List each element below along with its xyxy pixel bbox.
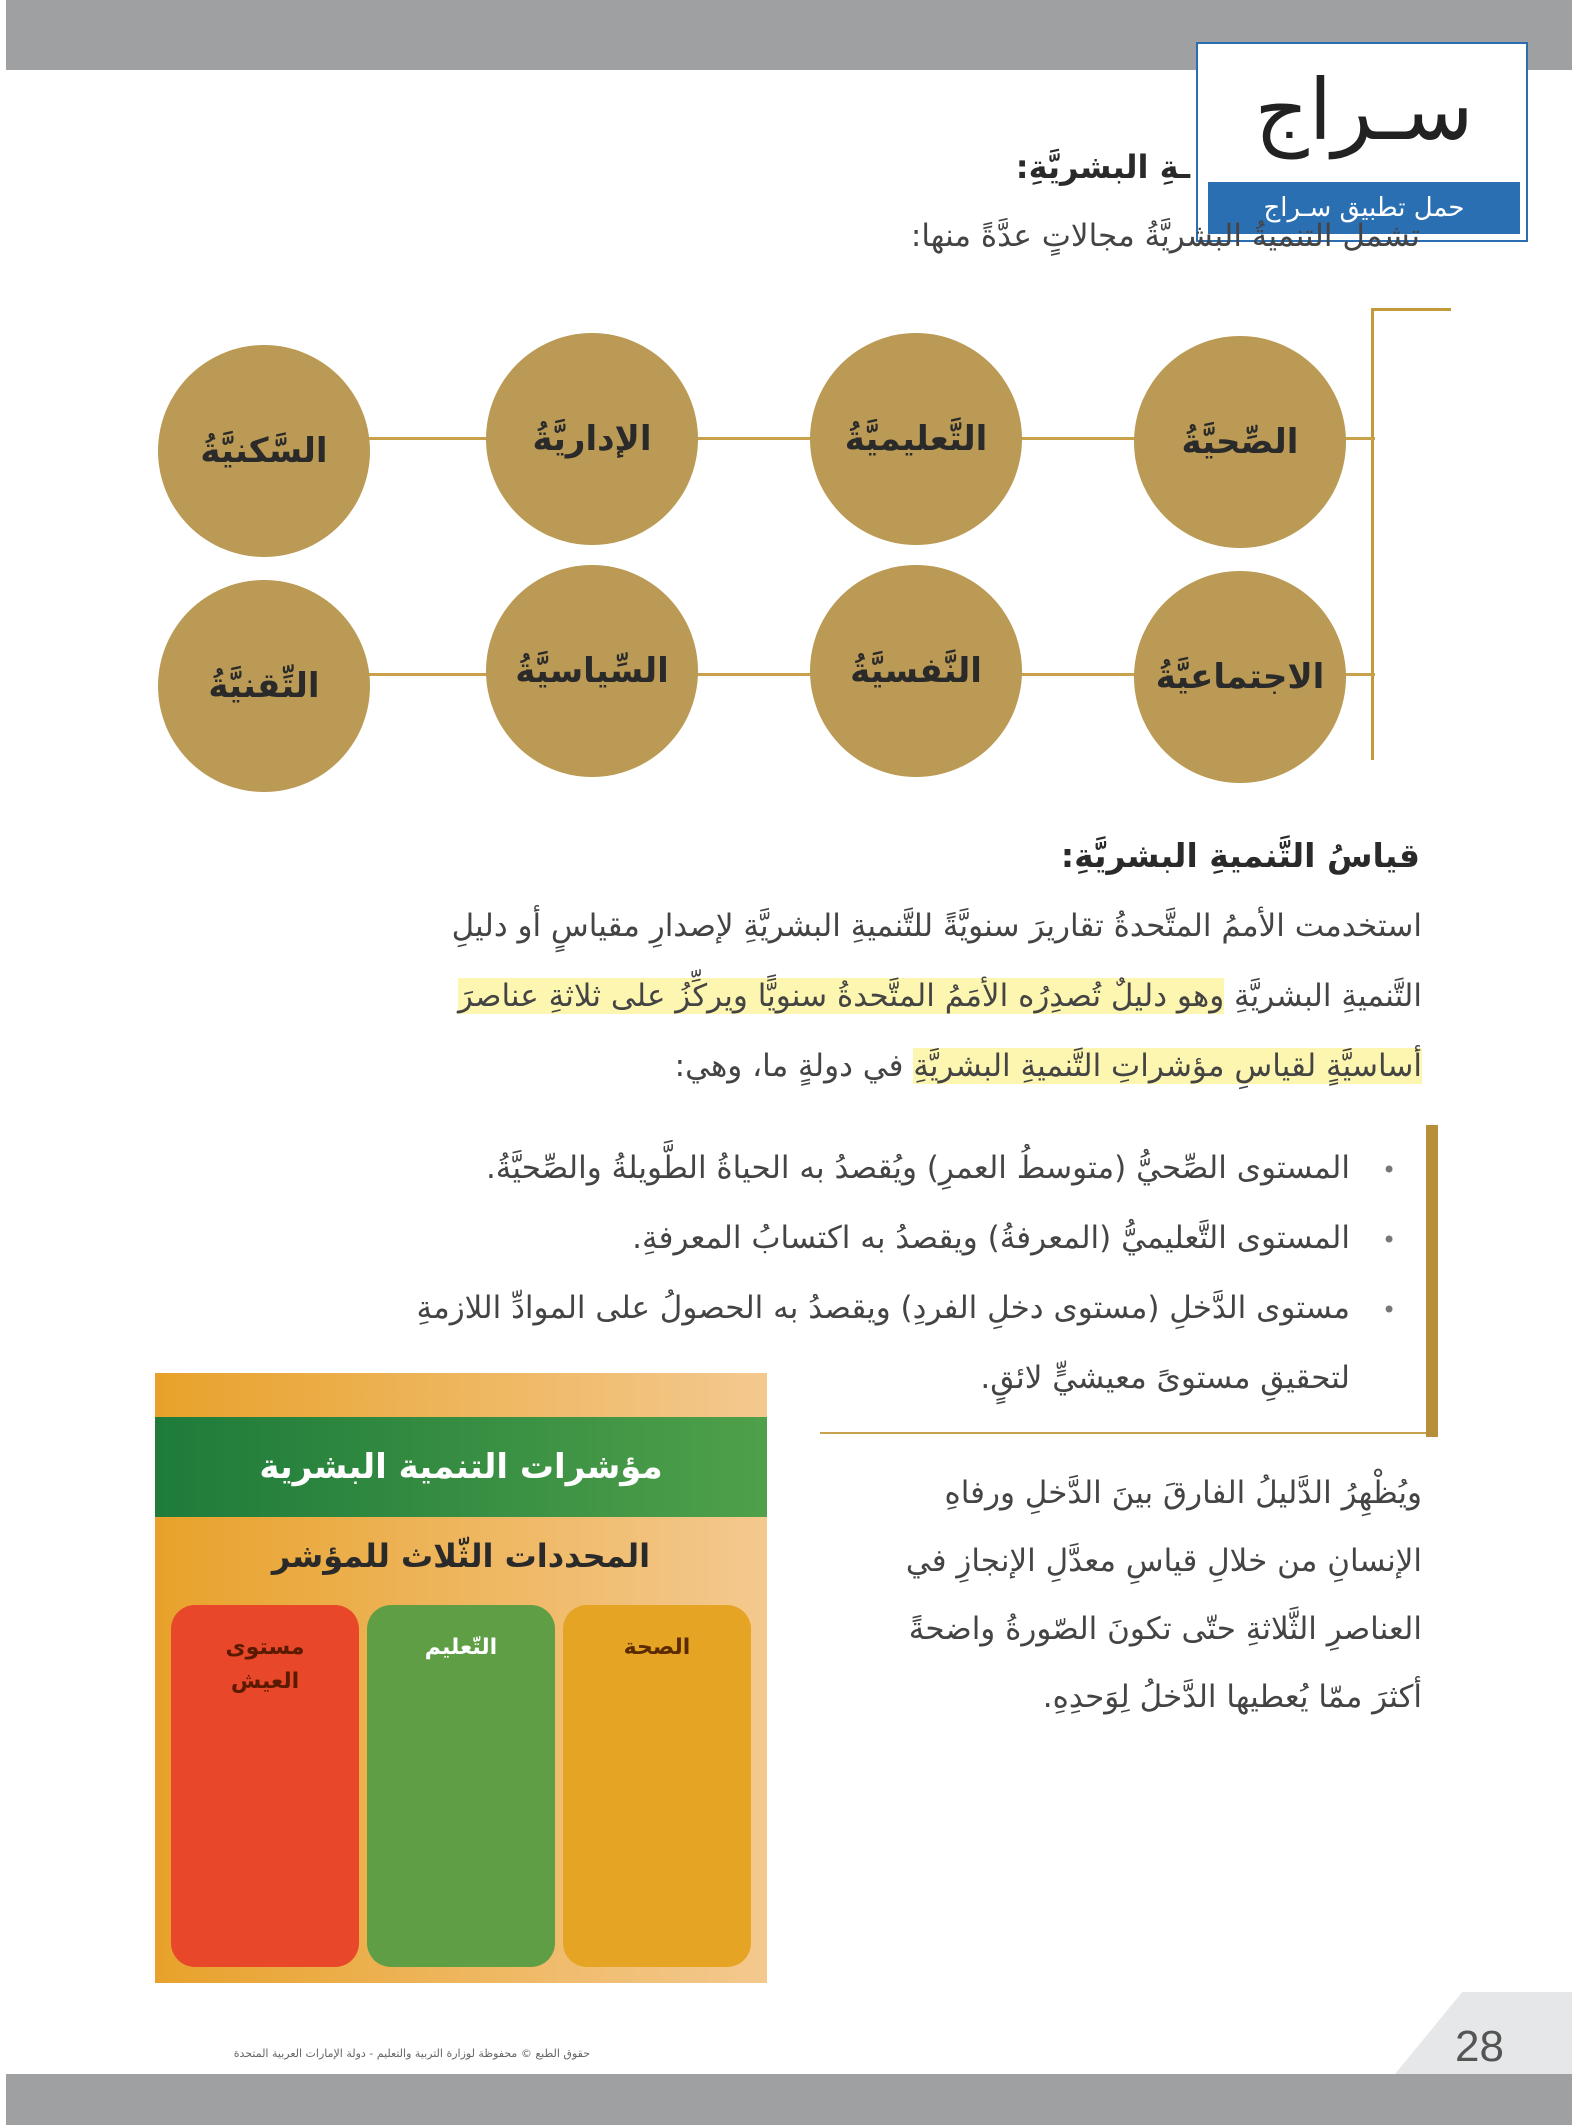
section-intro: تشمل التنميةُ البشريَّةُ مجالاتٍ عدَّةً منها: — [910, 218, 1420, 254]
measurement-paragraph-line-3 — [178, 1048, 1422, 1084]
copyright-footer: حقوق الطبع © محفوظة لوزارة التربية والتعليم - دولة الإمارات العربية المتحدة — [233, 2047, 590, 2060]
bullet-icon: • — [1382, 1156, 1397, 1184]
measurement-paragraph-line-2 — [178, 978, 1422, 1014]
field-circle-technical: التِّقنيَّةُ — [158, 580, 370, 792]
explanation-line-4: أكثرَ ممّا يُعطيها الدَّخلُ لِوَحدِهِ. — [1042, 1679, 1422, 1715]
field-circle-political: السِّياسيَّةُ — [486, 565, 698, 777]
field-circle-psychological: النَّفسيَّةُ — [810, 565, 1022, 777]
field-circle-health: الصِّحيَّةُ — [1134, 336, 1346, 548]
highlighted-text: وهو دليلٌ تُصدِرُه الأمَمُ المتَّحدةُ سنويًّا ويركِّزُ على ثلاثةِ عناصرَ — [458, 978, 1225, 1014]
siraj-app-logo[interactable] — [1196, 42, 1528, 242]
hdi-infographic — [155, 1373, 767, 1983]
list-item: المستوى الصِّحيُّ (متوسطُ العمرِ) ويُقصدُ به الحياةُ الطَّويلةُ والصِّحيَّةُ. — [485, 1150, 1350, 1186]
section-heading-measurement: قياسُ التَّنميةِ البشريَّةِ: — [1060, 836, 1420, 875]
infographic-title: مؤشرات التنمية البشرية — [155, 1417, 767, 1517]
field-circle-housing: السَّكنيَّةُ — [158, 345, 370, 557]
list-accent-bar — [1426, 1125, 1438, 1437]
highlighted-text: أساسيَّةٍ لقياسِ مؤشراتِ التَّنميةِ البشريَّةِ — [913, 1048, 1422, 1084]
list-item: المستوى التَّعليميُّ (المعرفةُ) ويقصدُ به اكتسابُ المعرفةِ. — [632, 1220, 1350, 1256]
bottom-bar — [6, 2074, 1572, 2125]
indicator-column-health: الصحة — [563, 1605, 751, 1967]
indicator-column-living-standard: مستوى العيش — [171, 1605, 359, 1967]
field-circle-social: الاجتماعيَّةُ — [1134, 571, 1346, 783]
list-bottom-rule — [820, 1432, 1426, 1434]
explanation-line-3: العناصرِ الثَّلاثةِ حتّى تكونَ الصّورةُ واضحةً — [908, 1611, 1422, 1647]
section-heading-fields: ـةِ البشريَّةِ: — [1015, 148, 1190, 186]
measurement-paragraph-line-1: استخدمت الأممُ المتَّحدةُ تقاريرَ سنويَّةً للتَّنميةِ البشريَّةِ لإصدارِ مقياسٍ أو دليلِ — [451, 908, 1422, 944]
logo-download-tagline[interactable]: حمل تطبيق سـراج — [1208, 182, 1520, 234]
list-item: مستوى الدَّخلِ (مستوى دخلِ الفردِ) ويقصدُ به الحصولُ على الموادِّ اللازمةِ — [416, 1290, 1350, 1326]
infographic-subtitle: المحددات الثّلاث للمؤشر — [271, 1537, 651, 1575]
explanation-line-2: الإنسانِ من خلالِ قياسِ معدَّلِ الإنجازِ في — [905, 1543, 1422, 1579]
logo-wordmark: سـراج — [1254, 61, 1474, 159]
explanation-line-1: ويُظْهِرُ الدَّليلُ الفارقَ بينَ الدَّخلِ ورفاهِ — [944, 1475, 1422, 1511]
page-number: 28 — [1455, 2022, 1504, 2071]
bullet-icon: • — [1382, 1226, 1397, 1254]
field-circle-education: التَّعليميَّةُ — [810, 333, 1022, 545]
diagram-bracket — [1371, 308, 1374, 760]
paragraph-text: التَّنميةِ البشريَّةِ — [1224, 978, 1422, 1014]
bullet-icon: • — [1382, 1296, 1397, 1324]
diagram-bracket-top — [1371, 308, 1451, 311]
list-item-continuation: لتحقيقِ مستوىً معيشيٍّ لائقٍ. — [980, 1360, 1350, 1396]
indicator-column-education: التّعليم — [367, 1605, 555, 1967]
paragraph-text: في دولةٍ ما، وهي: — [674, 1048, 914, 1084]
field-circle-administrative: الإداريَّةُ — [486, 333, 698, 545]
